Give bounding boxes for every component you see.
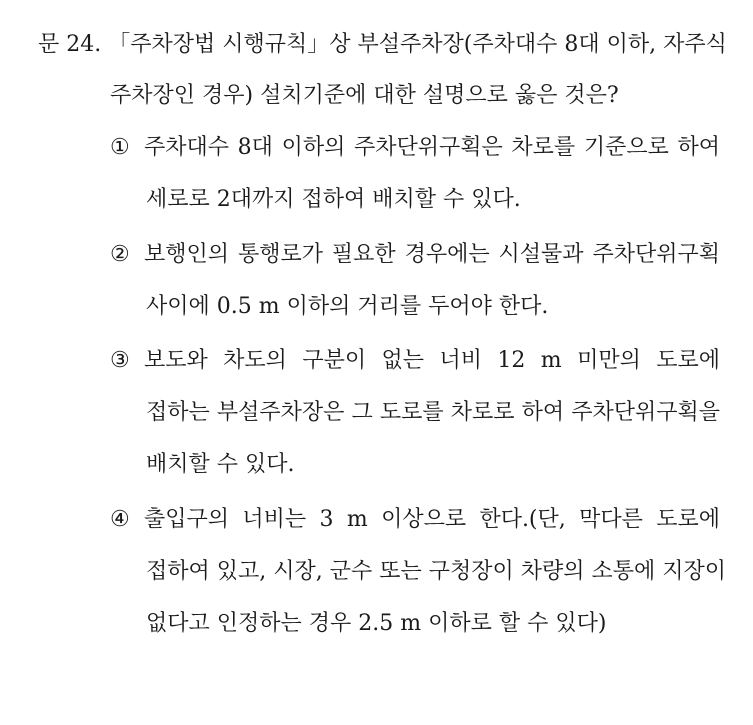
option-2-line-2: 사이에 0.5 m 이하의 거리를 두어야 한다.	[146, 294, 549, 319]
option-4-line-3: 없다고 인정하는 경우 2.5 m 이하로 할 수 있다)	[146, 611, 607, 636]
question-number: 문 24.	[38, 32, 102, 57]
option-2-line-1[interactable]	[110, 240, 720, 270]
option-1-text-1: 주차대수 8대 이하의 주차단위구획은 차로를 기준으로 하여	[144, 135, 720, 160]
option-4-line-1[interactable]	[110, 505, 720, 535]
question-stem-text-1: 「주차장법 시행규칙」상 부설주차장(주차대수 8대 이하, 자주식	[108, 32, 727, 57]
option-3-line-3: 배치할 수 있다.	[146, 452, 295, 477]
question-stem-line-1	[38, 30, 727, 60]
option-4-line-2: 접하여 있고, 시장, 군수 또는 구청장이 차량의 소통에 지장이	[146, 559, 726, 584]
option-1-line-1[interactable]	[110, 133, 720, 163]
option-3-line-2: 접하는 부설주차장은 그 도로를 차로로 하여 주차단위구획을	[146, 400, 720, 425]
option-2-marker: ②	[110, 242, 130, 267]
option-4-marker: ④	[110, 507, 130, 532]
option-3-line-1[interactable]	[110, 346, 720, 376]
option-2-text-1: 보행인의 통행로가 필요한 경우에는 시설물과 주차단위구획	[144, 242, 720, 267]
option-3-text-1: 보도와 차도의 구분이 없는 너비 12 m 미만의 도로에	[144, 348, 720, 373]
option-3-marker: ③	[110, 348, 130, 373]
option-4-text-1: 출입구의 너비는 3 m 이상으로 한다.(단, 막다른 도로에	[144, 507, 720, 532]
question-stem-line-2: 주차장인 경우) 설치기준에 대한 설명으로 옳은 것은?	[110, 83, 619, 108]
option-1-marker: ①	[110, 135, 130, 160]
option-1-line-2: 세로로 2대까지 접하여 배치할 수 있다.	[146, 187, 521, 212]
